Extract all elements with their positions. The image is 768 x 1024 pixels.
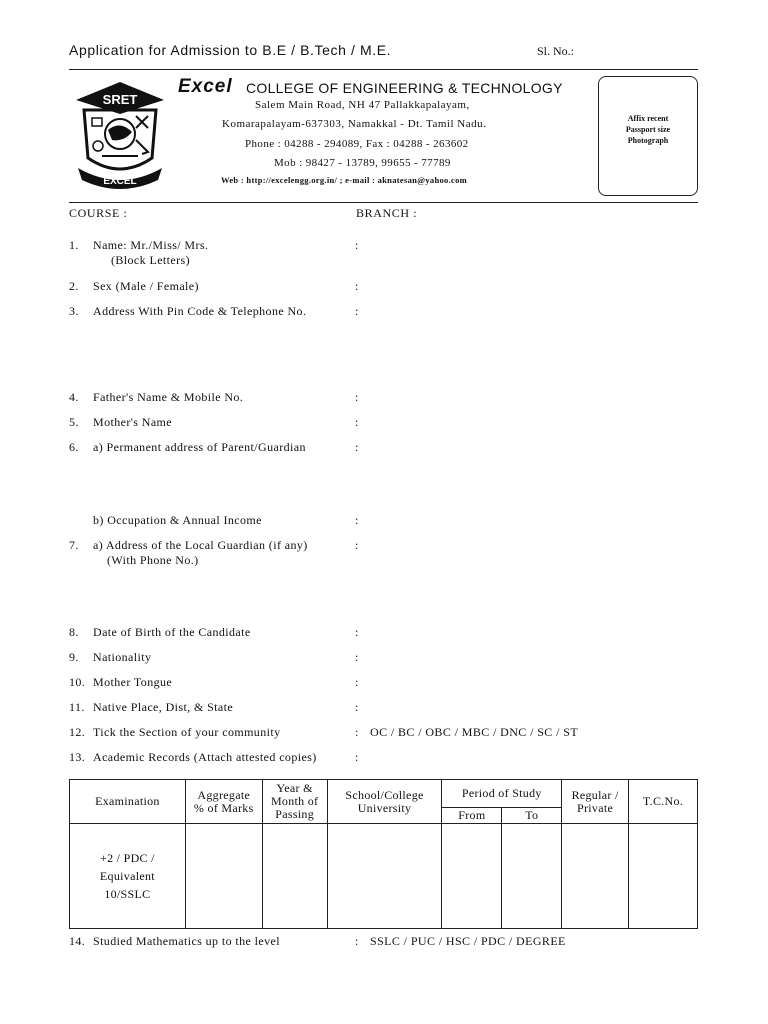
section-divider xyxy=(69,202,698,203)
form-title: Application for Admission to B.E / B.Tech / M.E. xyxy=(69,42,392,58)
photo-box xyxy=(598,76,698,196)
cell-tc-no[interactable] xyxy=(629,824,698,929)
field-mathematics-level: 14. Studied Mathematics up to the level xyxy=(69,934,280,948)
college-mobile: Mob : 98427 - 13789, 99655 - 77789 xyxy=(274,157,451,169)
cell-to[interactable] xyxy=(502,824,562,929)
field-address: 3. Address With Pin Code & Telephone No. xyxy=(69,304,307,318)
cell-regular-private[interactable] xyxy=(562,824,629,929)
academic-records-table xyxy=(69,779,698,929)
colon: : xyxy=(355,538,359,552)
field-mother-name: 5. Mother's Name xyxy=(69,415,173,429)
header-regular-private: Regular / Private xyxy=(562,780,629,824)
colon: : xyxy=(355,934,359,948)
cell-from[interactable] xyxy=(442,824,502,929)
field-sex: 2. Sex (Male / Female) xyxy=(69,279,199,293)
field-occupation-income: b) Occupation & Annual Income xyxy=(93,513,262,527)
logo-top-text: SRET xyxy=(102,92,138,107)
colon: : xyxy=(355,700,359,714)
cell-school-college[interactable] xyxy=(327,824,442,929)
college-address-line1: Salem Main Road, NH 47 Pallakkapalayam, xyxy=(255,99,470,111)
exam-row-label: +2 / PDC / Equivalent 10/SSLC xyxy=(70,824,186,929)
header-examination: Examination xyxy=(70,780,186,824)
field-father-name: 4. Father's Name & Mobile No. xyxy=(69,390,244,404)
college-web-email: Web : http://excelengg.org.in/ ; e-mail : aknatesan@yahoo.com xyxy=(221,175,468,185)
header-divider xyxy=(69,69,698,70)
header-period-of-study: Period of Study xyxy=(442,780,562,808)
course-label: COURSE : xyxy=(69,206,128,220)
college-logo xyxy=(72,80,168,192)
field-community: 12. Tick the Section of your community xyxy=(69,725,281,739)
college-brand: Excel xyxy=(178,76,233,97)
header-from: From xyxy=(442,808,502,824)
colon: : xyxy=(355,440,359,454)
college-emblem-icon xyxy=(72,80,168,192)
header-tc-no: T.C.No. xyxy=(629,780,698,824)
colon: : xyxy=(355,513,359,527)
photo-box-line3: Photograph xyxy=(627,136,669,145)
field-mother-tongue: 10. Mother Tongue xyxy=(69,675,173,689)
field-date-of-birth: 8. Date of Birth of the Candidate xyxy=(69,625,251,639)
colon: : xyxy=(355,725,359,739)
field-native-place: 11. Native Place, Dist, & State xyxy=(69,700,234,714)
field-academic-records: 13. Academic Records (Attach attested copies) xyxy=(69,750,317,764)
college-name: COLLEGE OF ENGINEERING & TECHNOLOGY xyxy=(246,80,563,96)
colon: : xyxy=(355,238,359,252)
field-nationality: 9. Nationality xyxy=(69,650,152,664)
colon: : xyxy=(355,304,359,318)
serial-number-label: Sl. No.: xyxy=(537,44,575,58)
college-address-line2: Komarapalayam-637303, Namakkal - Dt. Tamil Nadu. xyxy=(222,118,487,130)
header-school-college: School/College University xyxy=(327,780,442,824)
colon: : xyxy=(355,415,359,429)
field-name-hint: (Block Letters) xyxy=(111,253,190,267)
field-permanent-address: 6. a) Permanent address of Parent/Guardian xyxy=(69,440,306,454)
colon: : xyxy=(355,675,359,689)
colon: : xyxy=(355,625,359,639)
logo-bottom-text: EXCEL xyxy=(103,176,137,187)
photo-box-line1: Affix recent xyxy=(627,114,669,123)
college-phone: Phone : 04288 - 294089, Fax : 04288 - 263602 xyxy=(245,138,469,150)
colon: : xyxy=(355,650,359,664)
header-year-month: Year & Month of Passing xyxy=(262,780,327,824)
header-aggregate: Aggregate % of Marks xyxy=(185,780,262,824)
header-to: To xyxy=(502,808,562,824)
colon: : xyxy=(355,750,359,764)
mathematics-options: SSLC / PUC / HSC / PDC / DEGREE xyxy=(370,934,566,948)
community-options: OC / BC / OBC / MBC / DNC / SC / ST xyxy=(370,725,579,739)
colon: : xyxy=(355,390,359,404)
field-local-guardian-hint: (With Phone No.) xyxy=(107,553,199,567)
cell-year-month[interactable] xyxy=(262,824,327,929)
colon: : xyxy=(355,279,359,293)
field-name: 1. Name: Mr./Miss/ Mrs. xyxy=(69,238,209,252)
field-local-guardian: 7. a) Address of the Local Guardian (if any) xyxy=(69,538,308,552)
photo-box-line2: Passport size xyxy=(625,125,671,134)
branch-label: BRANCH : xyxy=(356,206,418,220)
cell-aggregate[interactable] xyxy=(185,824,262,929)
